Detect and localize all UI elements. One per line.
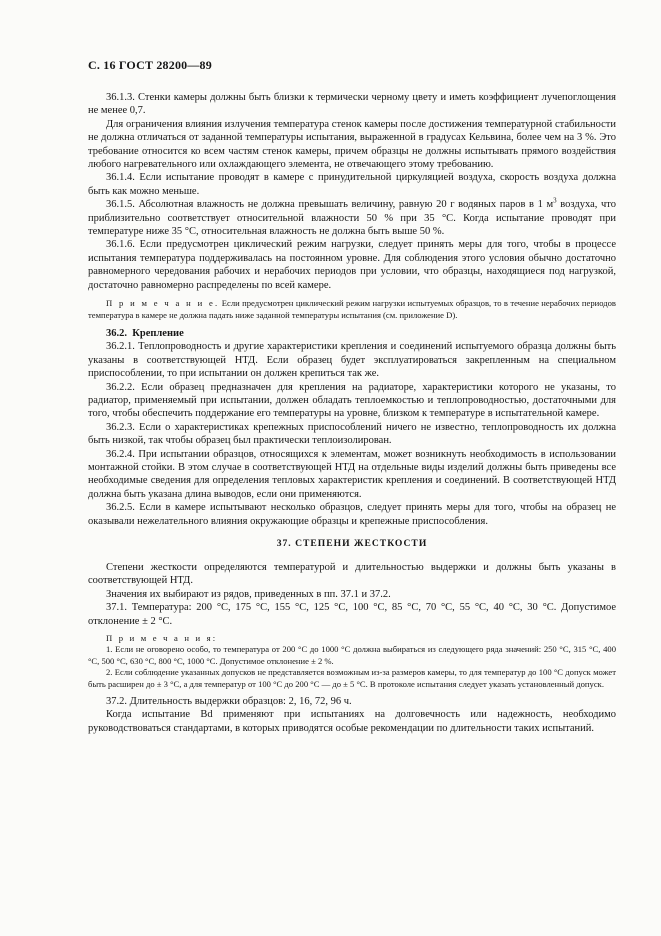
note-item-2: 2. Если соблюдение указанных допусков не представляется возможным из-за размеров камеры, то для температур до 100 °С допуск может быть расширен до ± 3 °С, а для температур от 100 °С до 200 °С — до ± 5 °С. В протоколе испытания следует указать установленный допуск. (88, 667, 616, 689)
note-label: П р и м е ч а н и е. (106, 298, 220, 309)
clause-36-2-5: 36.2.5. Если в камере испытывают несколько образцов, следует принять меры для того, чтобы на образец не оказывали нежелательного влияния окружающие образцы и крепежные приспособления. (88, 502, 616, 527)
clause-36-2-4: 36.2.4. При испытании образцов, относящихся к элементам, может возникнуть необходимость в использовании монтажной стойки. В этом случае в соответствующей НТД на отдельные виды изделий должны быть приведены все необходимые сведения для определения тепловых характеристик крепления и соединений. В соответствующей НТД должна быть указана длина выводов, если они применяются. (88, 448, 616, 500)
clause-36-2-2: 36.2.2. Если образец предназначен для крепления на радиаторе, характеристики которого не указаны, то радиатор, применяемый при испытании, должен обладать теплоемкостью и теплопроводностью, достаточными для того, чтобы обеспечить поддержание его температуры на уровне, близком к температуре в испытательной камере. (88, 381, 616, 420)
note-text: Если предусмотрен циклический режим нагрузки испытуемых образцов, то в течение нерабочих периодов температура в камере не должна падать ниже заданной температуры испытания (см. приложение D). (88, 298, 616, 320)
note-cyclic-load (88, 298, 616, 321)
clause-36-1-4: 36.1.4. Если испытание проводят в камере с принудительной циркуляцией воздуха, скорость воздуха должна быть как можно меньше. (88, 172, 616, 197)
clause-36-2-3: 36.2.3. Если о характеристиках крепежных приспособлений ничего не известно, теплопроводность их должна быть низкой, так чтобы образец был практически теплоизолирован. (88, 421, 616, 447)
paragraph-bd-test: Когда испытание Bd применяют при испытаниях на долговечность или надежность, необходимо руководствоваться стандартами, в которых приводятся особые рекомендации по длительности таких испытаний. (88, 709, 616, 734)
clause-37-2: 37.2. Длительность выдержки образцов: 2, 16, 72, 96 ч. (106, 696, 352, 708)
section-37-choose: Значения их выбирают из рядов, приведенных в пп. 37.1 и 37.2. (106, 588, 391, 600)
document-page (88, 58, 616, 735)
clause-36-1-6: 36.1.6. Если предусмотрен циклический режим нагрузки, следует принять меры для того, чтобы в процессе испытания температура поддерживалась на постоянном уровне. Для соблюдения этого условия обычно достаточно равномерного чередования рабочих и нерабочих периодов при условии, что образцы, находящиеся под нагрузкой, достаточно равномерно распределены по всей камере. (88, 239, 616, 291)
note-item-1: 1. Если не оговорено особо, то температура от 200 °С до 1000 °С должна выбираться из следующего ряда значений: 250 °С, 315 °С, 400 °С, 500 °С, 630 °С, 800 °С, 1000 °С. Допустимое отклонение ± 2 %. (88, 644, 616, 666)
clause-36-1-5-text-a: 36.1.5. Абсолютная влажность не должна превышать величину, равную 20 г водяных паров в 1 м (106, 199, 554, 211)
section-37-title: 37. СТЕПЕНИ ЖЕСТКОСТИ (276, 538, 428, 549)
clause-37-1: 37.1. Температура: 200 °С, 175 °С, 155 °С, 125 °С, 100 °С, 85 °С, 70 °С, 55 °С, 40 °С, 30 °С. Допустимое отклонение ± 2 °С. (88, 602, 616, 627)
notes-label: П р и м е ч а н и я: (106, 633, 218, 644)
paragraph-radiation-limit: Для ограничения влияния излучения температура стенок камеры после достижения температурной стабильности не должна отличаться от заданной температуры испытания, выраженной в градусах Кельвина, более чем на 3 %. Это требование относится ко всем частям стенок камеры, причем образцы не должны испытывать прямого воздействия любого нагревательного или охлаждающего элемента, не отвечающего этому требованию. (88, 118, 616, 171)
clause-36-1-3: 36.1.3. Стенки камеры должны быть близки к термически черному цвету и иметь коэффициент лучепоглощения не менее 0,7. (88, 92, 616, 117)
page-header: С. 16 ГОСТ 28200—89 (88, 58, 212, 72)
clause-36-1-5-text-b: воздуха, что приблизительно соответствует относительной влажности 50 % при 35 °С. Когда испытание проводят при температуре ниже 35 °С, относительная влажность не должна быть выше 50 %. (88, 199, 616, 238)
subsection-number: 36.2. (106, 327, 127, 339)
superscript-cubic: 3 (553, 196, 557, 205)
section-37-intro: Степени жесткости определяются температурой и длительностью выдержки и должны быть указаны в соответствующей НТД. (88, 562, 616, 587)
clause-36-1-5 (88, 198, 616, 238)
clause-36-2-1: 36.2.1. Теплопроводность и другие характеристики крепления и соединений испытуемого образца должны быть указаны в соответствующей НТД. Если образец будет эксплуатироваться закрепленным на специальном приспособлении, то при испытании он должен крепиться так же. (88, 341, 616, 380)
subsection-title: Крепление (132, 327, 184, 339)
subsection-36-2-heading (88, 327, 616, 340)
